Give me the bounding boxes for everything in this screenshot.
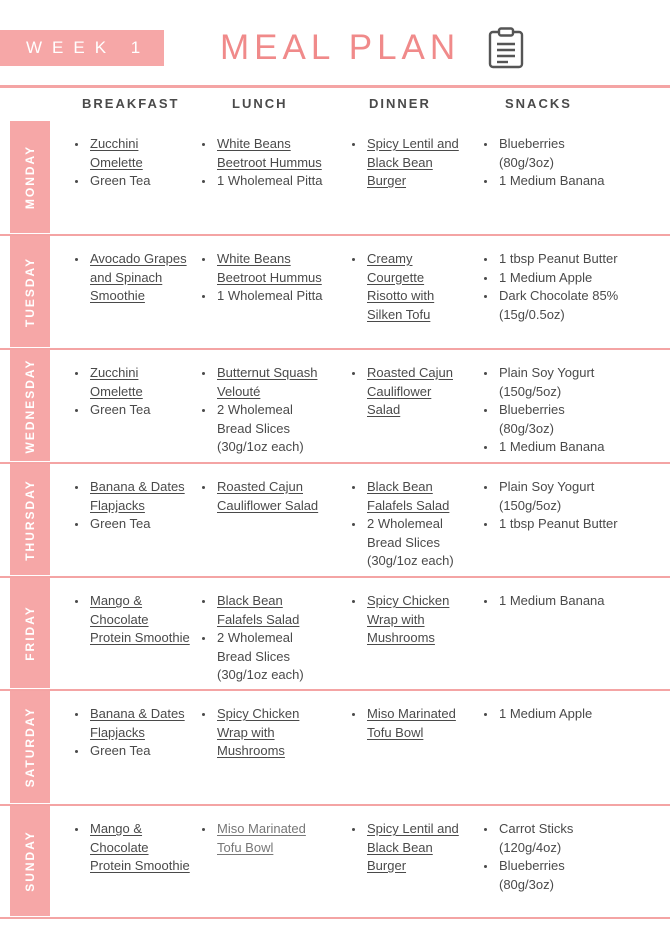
snacks-cell: [481, 364, 621, 457]
day-tab: [10, 691, 50, 803]
snacks-cell: [481, 250, 621, 324]
meal-item: • Blueberries (80g/3oz): [497, 401, 621, 438]
meal-item: • Plain Soy Yogurt (150g/5oz): [497, 478, 621, 515]
recipe-link[interactable]: • Black Bean Falafels Salad: [365, 478, 464, 515]
day-tab: [10, 121, 50, 233]
lunch-list: [199, 705, 329, 761]
breakfast-list: [72, 820, 192, 876]
snacks-list: [481, 478, 621, 534]
day-tab: [10, 236, 50, 347]
meal-item: • 1 Medium Banana: [497, 172, 621, 191]
row-divider: [0, 917, 670, 919]
lunch-cell: [199, 364, 329, 457]
recipe-link[interactable]: • Miso Marinated Tofu Bowl: [365, 705, 464, 742]
meal-item: • 1 tbsp Peanut Butter: [497, 250, 621, 269]
snacks-cell: [481, 478, 621, 534]
lunch-cell: [199, 592, 329, 685]
recipe-link[interactable]: • Zucchini Omelette: [88, 364, 192, 401]
meal-item: • Green Tea: [88, 401, 192, 420]
recipe-link[interactable]: • White Beans Beetroot Hummus: [215, 135, 329, 172]
day-row-monday: [0, 121, 670, 236]
breakfast-cell: [72, 820, 192, 876]
header-divider: [0, 85, 670, 88]
recipe-link[interactable]: • Banana & Dates Flapjacks: [88, 705, 192, 742]
dinner-cell: [349, 364, 464, 420]
header-breakfast: BREAKFAST: [82, 96, 180, 111]
day-label: SATURDAY: [23, 706, 37, 788]
recipe-link[interactable]: • Avocado Grapes and Spinach Smoothie: [88, 250, 192, 306]
recipe-link[interactable]: • Creamy Courgette Risotto with Silken Tofu: [365, 250, 464, 324]
snacks-cell: [481, 820, 621, 894]
snacks-list: [481, 705, 621, 724]
meal-item: • 1 Medium Apple: [497, 705, 621, 724]
snacks-list: [481, 592, 621, 611]
column-headers: [0, 96, 670, 116]
meal-item: • Blueberries (80g/3oz): [497, 857, 621, 894]
lunch-list: [199, 364, 329, 457]
header-lunch: LUNCH: [232, 96, 288, 111]
header-dinner: DINNER: [369, 96, 431, 111]
day-row-friday: [0, 578, 670, 691]
recipe-link[interactable]: • Spicy Lentil and Black Bean Burger: [365, 820, 464, 876]
lunch-cell: [199, 820, 329, 857]
day-row-wednesday: [0, 350, 670, 464]
lunch-list: [199, 250, 329, 306]
day-row-sunday: [0, 806, 670, 919]
recipe-link[interactable]: • Butternut Squash Velouté: [215, 364, 329, 401]
lunch-cell: [199, 250, 329, 306]
day-label: THURSDAY: [23, 478, 37, 561]
day-row-tuesday: [0, 236, 670, 350]
day-tab: [10, 578, 50, 688]
week-badge: [0, 30, 164, 66]
recipe-link[interactable]: • Mango & Chocolate Protein Smoothie: [88, 820, 192, 876]
recipe-link[interactable]: • Zucchini Omelette: [88, 135, 192, 172]
lunch-list: [199, 135, 329, 191]
breakfast-list: [72, 592, 192, 648]
header-snacks: SNACKS: [505, 96, 572, 111]
meal-item: • Plain Soy Yogurt (150g/5oz): [497, 364, 621, 401]
breakfast-cell: [72, 705, 192, 761]
breakfast-list: [72, 250, 192, 306]
day-tab: [10, 464, 50, 575]
breakfast-list: [72, 478, 192, 534]
snacks-list: [481, 364, 621, 457]
meal-item: • Green Tea: [88, 515, 192, 534]
week-label: WEEK 1: [26, 38, 151, 57]
day-label: SUNDAY: [23, 830, 37, 892]
dinner-cell: [349, 250, 464, 324]
lunch-cell: [199, 705, 329, 761]
day-row-saturday: [0, 691, 670, 806]
recipe-link[interactable]: • Spicy Chicken Wrap with Mushrooms: [365, 592, 464, 648]
page-title: MEAL PLAN: [220, 28, 461, 67]
day-tab: [10, 350, 50, 461]
breakfast-cell: [72, 364, 192, 420]
lunch-cell: [199, 135, 329, 191]
meal-item: • Blueberries (80g/3oz): [497, 135, 621, 172]
lunch-list: [199, 478, 329, 515]
recipe-link[interactable]: • Roasted Cajun Cauliflower Salad: [365, 364, 464, 420]
dinner-list: [349, 592, 464, 648]
lunch-list: [199, 820, 329, 857]
day-row-thursday: [0, 464, 670, 578]
meal-item: • Dark Chocolate 85% (15g/0.5oz): [497, 287, 621, 324]
meal-item: • Green Tea: [88, 172, 192, 191]
snacks-list: [481, 135, 621, 191]
meal-item: • 1 Medium Banana: [497, 438, 621, 457]
lunch-list: [199, 592, 329, 685]
day-tab: [10, 806, 50, 916]
dinner-list: [349, 135, 464, 191]
dinner-list: [349, 820, 464, 876]
snacks-cell: [481, 135, 621, 191]
day-label: TUESDAY: [23, 256, 37, 327]
day-label: FRIDAY: [23, 605, 37, 661]
day-label: MONDAY: [23, 144, 37, 210]
recipe-link[interactable]: • Black Bean Falafels Salad: [215, 592, 329, 629]
dinner-cell: [349, 592, 464, 648]
breakfast-cell: [72, 478, 192, 534]
meal-item: • 1 Medium Banana: [497, 592, 621, 611]
meal-item: • 2 Wholemeal Bread Slices (30g/1oz each): [365, 515, 464, 571]
snacks-cell: [481, 592, 621, 611]
meal-item: • 1 Medium Apple: [497, 269, 621, 288]
meal-item: • Carrot Sticks (120g/4oz): [497, 820, 621, 857]
snacks-list: [481, 820, 621, 894]
breakfast-cell: [72, 135, 192, 191]
dinner-cell: [349, 820, 464, 876]
meal-item: • 1 Wholemeal Pitta: [215, 287, 329, 306]
dinner-list: [349, 364, 464, 420]
breakfast-list: [72, 705, 192, 761]
breakfast-cell: [72, 250, 192, 306]
snacks-list: [481, 250, 621, 324]
dinner-list: [349, 705, 464, 742]
meal-item: • 1 Wholemeal Pitta: [215, 172, 329, 191]
meal-item: • 2 Wholemeal Bread Slices (30g/1oz each): [215, 401, 329, 457]
recipe-link[interactable]: • Miso Marinated Tofu Bowl: [215, 820, 329, 857]
dinner-cell: [349, 478, 464, 571]
recipe-link[interactable]: • Spicy Chicken Wrap with Mushrooms: [215, 705, 329, 761]
snacks-cell: [481, 705, 621, 724]
dinner-cell: [349, 705, 464, 742]
meal-item: • 2 Wholemeal Bread Slices (30g/1oz each): [215, 629, 329, 685]
day-label: WEDNESDAY: [23, 358, 37, 453]
lunch-cell: [199, 478, 329, 515]
recipe-link[interactable]: • Mango & Chocolate Protein Smoothie: [88, 592, 192, 648]
breakfast-cell: [72, 592, 192, 648]
breakfast-list: [72, 364, 192, 420]
dinner-list: [349, 250, 464, 324]
recipe-link[interactable]: • Roasted Cajun Cauliflower Salad: [215, 478, 329, 515]
recipe-link[interactable]: • Spicy Lentil and Black Bean Burger: [365, 135, 464, 191]
dinner-list: [349, 478, 464, 571]
dinner-cell: [349, 135, 464, 191]
breakfast-list: [72, 135, 192, 191]
clipboard-icon: [488, 27, 524, 69]
recipe-link[interactable]: • Banana & Dates Flapjacks: [88, 478, 192, 515]
meal-item: • 1 tbsp Peanut Butter: [497, 515, 621, 534]
recipe-link[interactable]: • White Beans Beetroot Hummus: [215, 250, 329, 287]
meal-item: • Green Tea: [88, 742, 192, 761]
